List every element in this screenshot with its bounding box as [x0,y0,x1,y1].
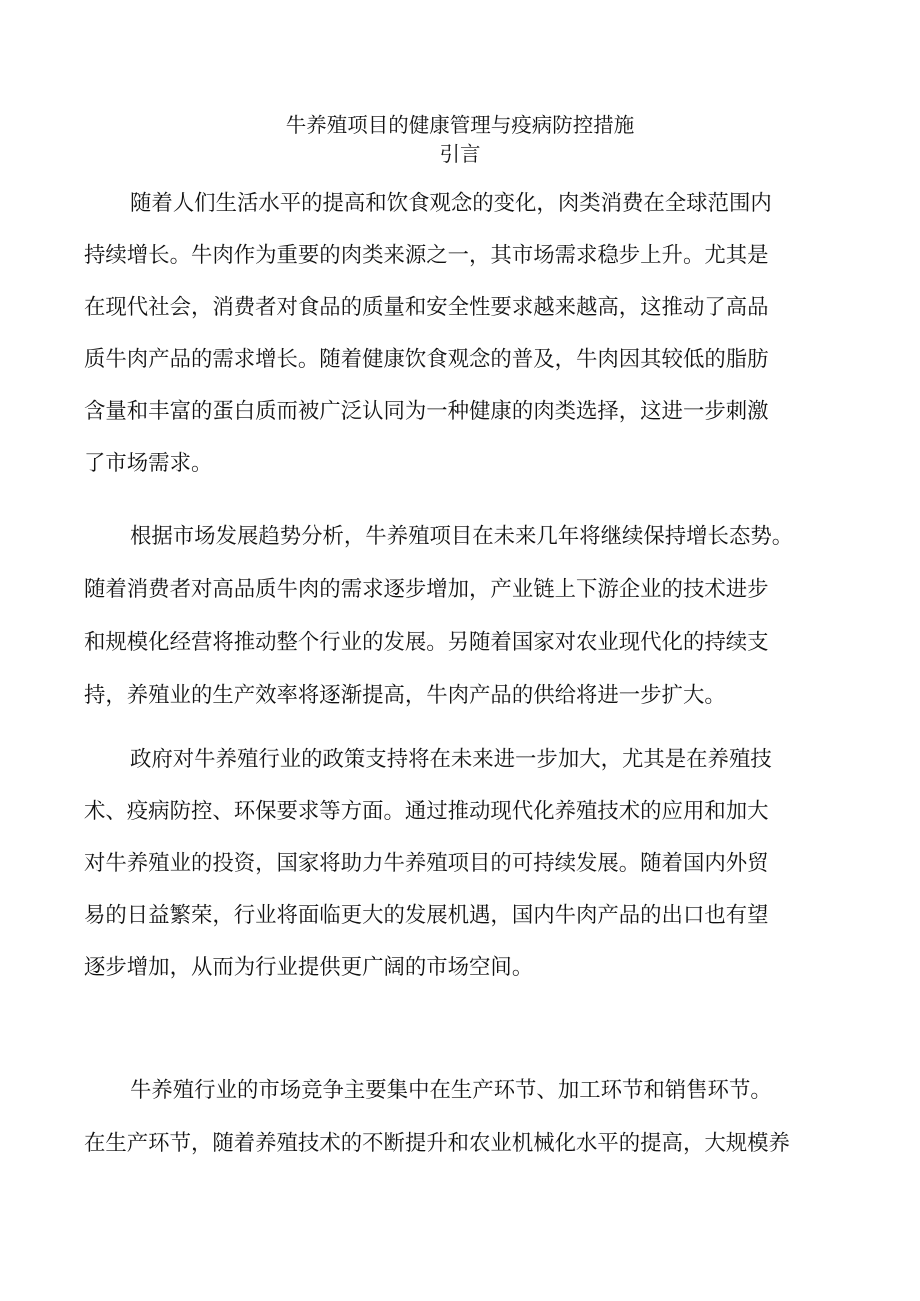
paragraph-line: 和规模化经营将推动整个行业的发展。另随着国家对农业现代化的持续支 [84,630,769,655]
paragraph-line: 易的日益繁荣，行业将面临更大的发展机遇，国内牛肉产品的出口也有望 [84,903,769,928]
paragraph-line: 在生产环节，随着养殖技术的不断提升和农业机械化水平的提高，大规模养 [84,1131,790,1156]
paragraph-line: 术、疫病防控、环保要求等方面。通过推动现代化养殖技术的应用和加大 [84,799,769,824]
paragraph-line: 逐步增加，从而为行业提供更广阔的市场空间。 [84,955,534,980]
document-title: 牛养殖项目的健康管理与疫病防控措施 [285,113,635,137]
paragraph-line: 随着人们生活水平的提高和饮食观念的变化，肉类消费在全球范围内 [130,191,772,216]
paragraph-line: 政府对牛养殖行业的政策支持将在未来进一步加大，尤其是在养殖技 [130,747,772,772]
paragraph-line: 随着消费者对高品质牛肉的需求逐步增加，产业链上下游企业的技术进步 [84,577,769,602]
paragraph-line: 在现代社会，消费者对食品的质量和安全性要求越来越高，这推动了高品 [84,295,769,320]
paragraph-line: 了市场需求。 [84,451,213,476]
paragraph-line: 对牛养殖业的投资，国家将助力牛养殖项目的可持续发展。随着国内外贸 [84,851,769,876]
paragraph-line: 持，养殖业的生产效率将逐渐提高，牛肉产品的供给将进一步扩大。 [84,683,726,708]
section-heading: 引言 [439,142,481,166]
paragraph-line: 持续增长。牛肉作为重要的肉类来源之一，其市场需求稳步上升。尤其是 [84,243,769,268]
paragraph-line: 牛养殖行业的市场竞争主要集中在生产环节、加工环节和销售环节。 [130,1078,772,1103]
paragraph-line: 根据市场发展趋势分析，牛养殖项目在未来几年将继续保持增长态势。 [130,524,794,549]
paragraph-line: 质牛肉产品的需求增长。随着健康饮食观念的普及，牛肉因其较低的脂肪 [84,347,769,372]
paragraph-line: 含量和丰富的蛋白质而被广泛认同为一种健康的肉类选择，这进一步刺激 [84,399,769,424]
